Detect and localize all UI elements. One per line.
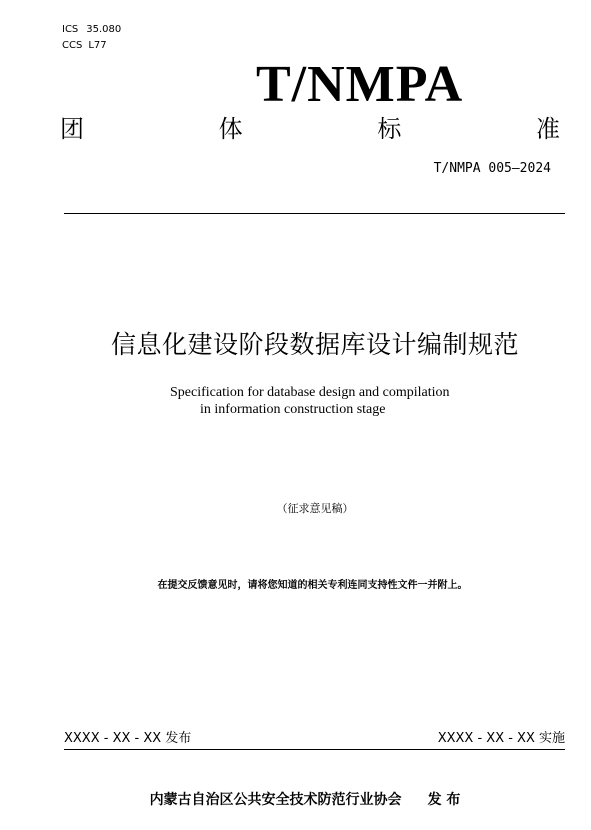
publish-word: 发 布 [427, 792, 461, 808]
document-title-english-line1: Specification for database design and compilation [170, 385, 450, 400]
patent-notice: 在提交反馈意见时，请将您知道的相关专利连同支持性文件一并附上。 [157, 580, 468, 591]
top-divider [64, 213, 565, 214]
draft-label: （征求意见稿） [276, 502, 354, 515]
ics-label: ICS [62, 24, 79, 35]
standard-type-char: 标 [377, 115, 402, 143]
standard-number: T/NMPA 005—2024 [433, 161, 551, 176]
ics-value: 35.080 [86, 24, 122, 35]
publisher-line [0, 791, 591, 809]
standard-type-char: 准 [535, 115, 560, 143]
ics-code [62, 24, 121, 36]
document-title-english-line2: in information construction stage [200, 402, 386, 417]
standard-type [60, 114, 560, 146]
issue-date: XXXX - XX - XX 发布 [64, 731, 192, 746]
bottom-divider [64, 749, 565, 750]
implementation-date: XXXX - XX - XX 实施 [437, 731, 565, 746]
document-title-chinese: 信息化建设阶段数据库设计编制规范 [110, 330, 519, 359]
ccs-code [62, 40, 107, 52]
publisher-name: 内蒙古自治区公共安全技术防范行业协会 [149, 792, 402, 808]
ccs-label: CCS [62, 40, 83, 51]
ccs-value: L77 [88, 40, 107, 51]
standard-type-char: 团 [60, 115, 84, 143]
standard-type-char: 体 [218, 115, 243, 143]
organization-code: T/NMPA [256, 56, 464, 113]
